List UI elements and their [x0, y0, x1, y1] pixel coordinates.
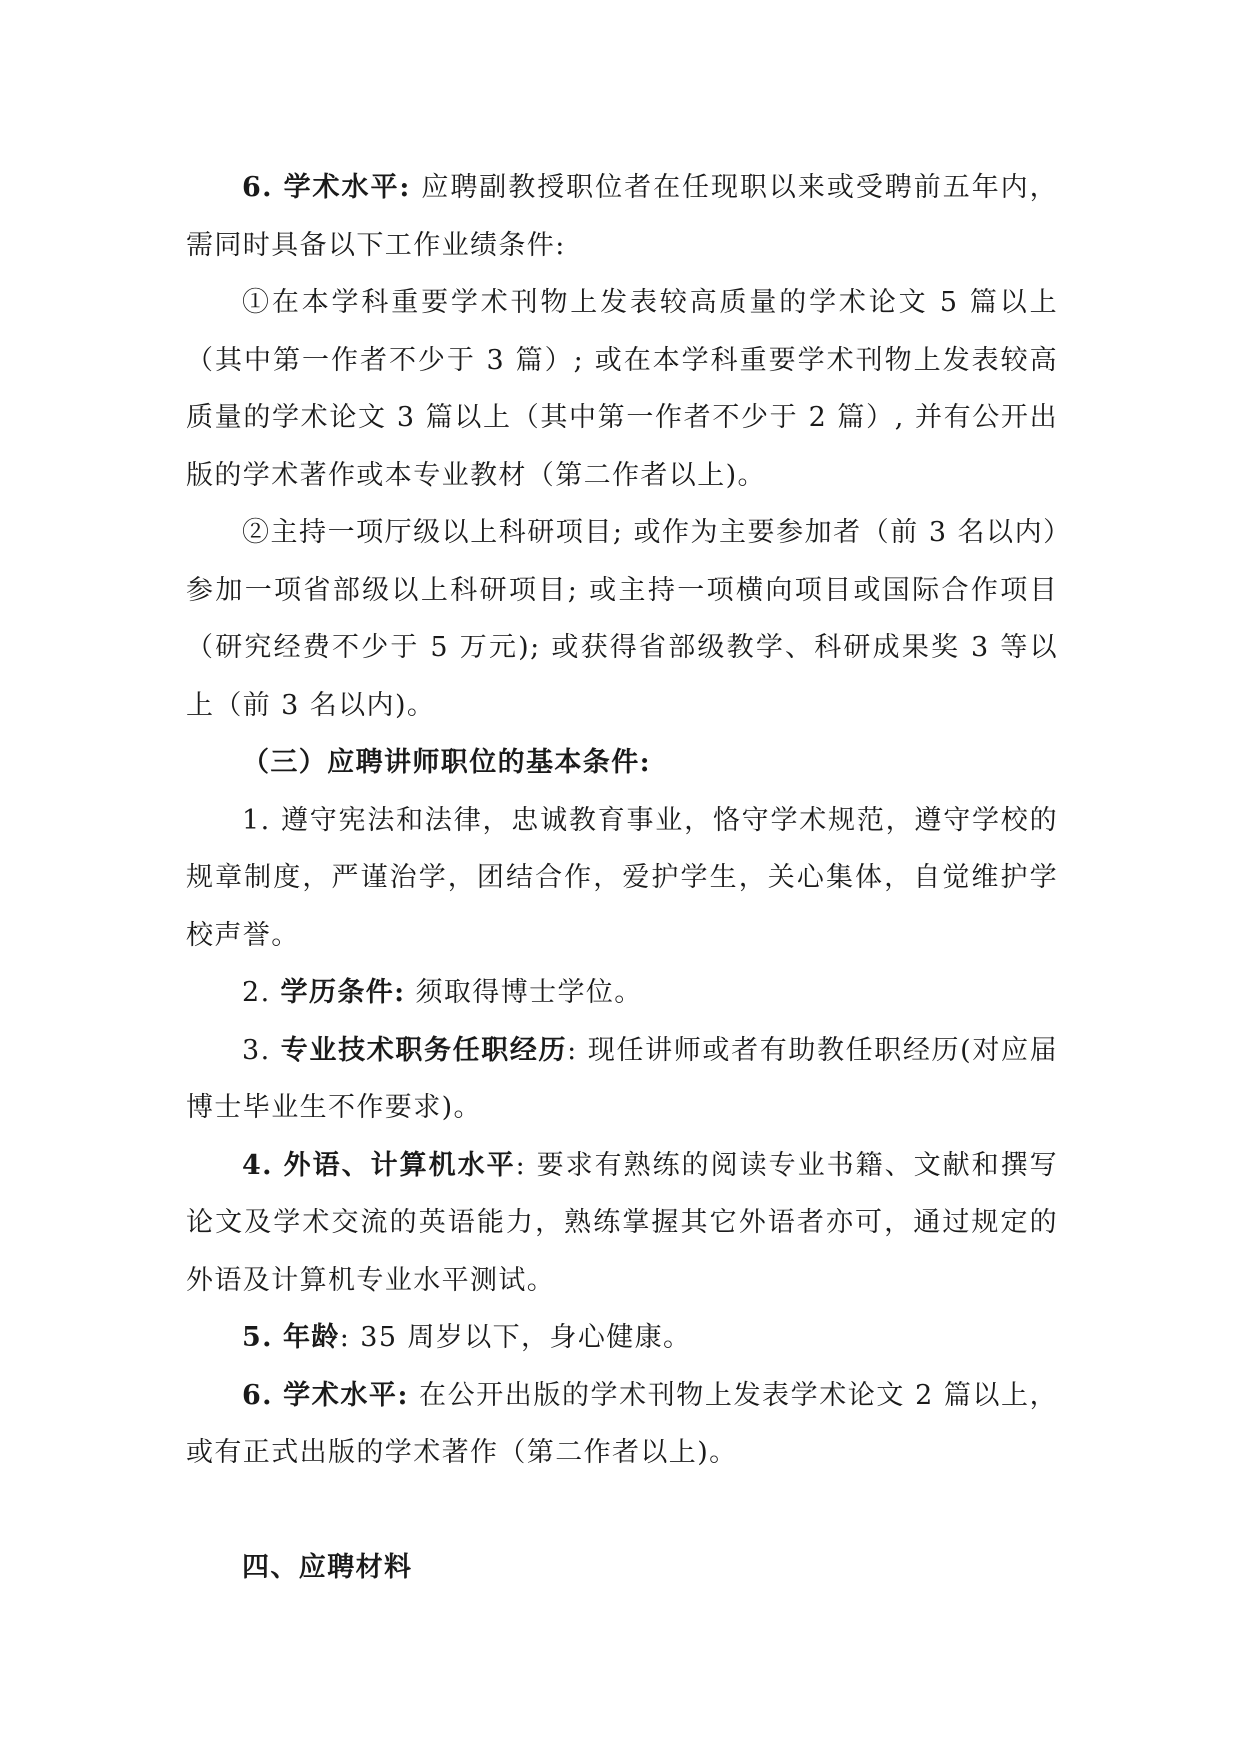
paragraph-lecturer-4	[186, 1137, 1058, 1310]
lecturer-conditions-heading: （三）应聘讲师职位的基本条件:	[242, 747, 651, 778]
paragraph-lecturer-3	[186, 1022, 1058, 1137]
item-number: 2.	[242, 977, 271, 1008]
item-text: : 要求有熟练的阅读专业书籍、文献和撰写论文及学术交流的英语能力，熟练掌握其它外语者亦可，通过规定的外语及计算机专业水平测试。	[186, 1149, 1059, 1296]
item-text: 须取得博士学位。	[415, 977, 643, 1008]
item-label: 外语、计算机水平	[283, 1149, 516, 1181]
item-number: 6.	[242, 1379, 273, 1411]
item-label: 学术水平:	[283, 1379, 409, 1411]
item-number: 5.	[242, 1322, 273, 1353]
item-label: 学历条件:	[280, 977, 406, 1008]
paragraph-lecturer-6	[186, 1367, 1058, 1482]
item-text: : 35 周岁以下，身心健康。	[339, 1322, 692, 1353]
item-label: 年龄	[282, 1322, 340, 1353]
paragraph-lecturer-5	[186, 1309, 1058, 1367]
paragraph-lecturer-2	[186, 964, 1058, 1022]
document-body	[186, 159, 1058, 1596]
item-label: 专业技术职务任职经历	[280, 1034, 568, 1066]
item-text: 遵守宪法和法律，忠诚教育事业，恪守学术规范，遵守学校的规章制度，严谨治学，团结合作，爱护学生，关心集体，自觉维护学校声誉。	[186, 804, 1058, 951]
item-number: 1.	[242, 804, 271, 836]
paragraph-academic-level-vice-professor	[186, 159, 1058, 274]
paragraph-condition-2: ②主持一项厅级以上科研项目; 或作为主要参加者（前 3 名以内）参加一项省部级以上科研项目; 或主持一项横向项目或国际合作项目（研究经费不少于 5 万元); 或获得省部级教学、科研成果奖 3 等以上（前 3 名以内)。	[186, 517, 1058, 721]
item-text: 应聘副教授职位者在任现职以来或受聘前五年内，需同时具备以下工作业绩条件:	[186, 172, 1059, 261]
item-number: 4.	[242, 1149, 273, 1181]
item-label: 学术水平:	[283, 172, 411, 203]
item-text: : 现任讲师或者有助教任职经历(对应届博士毕业生不作要求)。	[186, 1034, 1059, 1123]
item-number: 6.	[242, 172, 273, 203]
paragraph-condition-1: ①在本学科重要学术刊物上发表较高质量的学术论文 5 篇以上（其中第一作者不少于 3 篇）; 或在本学科重要学术刊物上发表较高质量的学术论文 3 篇以上（其中第一作者不少于 2 篇）, 并有公开出版的学术著作或本专业教材（第二作者以上)。	[186, 287, 1058, 491]
item-number: 3.	[242, 1034, 271, 1066]
paragraph-lecturer-1	[186, 792, 1058, 965]
section-4-heading: 四、应聘材料	[242, 1551, 413, 1583]
item-text: 在公开出版的学术刊物上发表学术论文 2 篇以上，或有正式出版的学术著作（第二作者以上)。	[186, 1379, 1059, 1468]
